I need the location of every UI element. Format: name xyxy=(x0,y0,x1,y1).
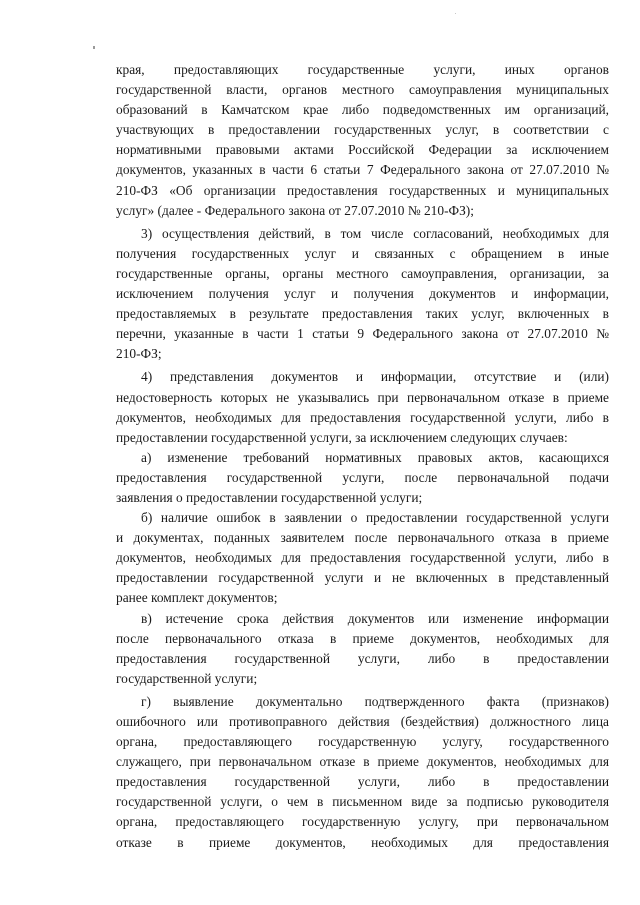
text-line: предоставлении государственной услуги, за исключением следующих случаев: xyxy=(116,429,568,445)
text-line: услуг» (далее - Федерального закона от 27.07.2010 № 210-ФЗ); xyxy=(116,202,474,218)
text-line: в) истечение срока действия документов или изменение информации xyxy=(141,610,609,626)
text-line: служащего, при первоначальном отказе в приеме документов, необходимых для xyxy=(116,754,609,770)
text-line: заявления о предоставлении государственной услуги; xyxy=(116,489,423,505)
text-line: б) наличие ошибок в заявлении о предоставлении государственной услуги xyxy=(141,510,609,526)
text-line: а) изменение требований нормативных правовых актов, касающихся xyxy=(141,449,609,465)
text-line: 3) осуществления действий, в том числе согласований, необходимых для xyxy=(141,225,609,241)
text-line: документов, необходимых для предоставления государственной услуги, либо в xyxy=(116,409,609,425)
text-line: государственной услуги; xyxy=(116,670,258,686)
text-line: государственной власти, органов местного самоуправления муниципальных xyxy=(116,82,609,98)
text-line: нормативными правовыми актами Российской Федерации за исключением xyxy=(116,142,609,158)
text-line: государственные органы, органы местного самоуправления, организации, за xyxy=(116,265,609,281)
text-line: участвующих в предоставлении государственных услуг, в соответствии с xyxy=(116,122,609,138)
text-line: документов, указанных в части 6 статьи 7 Федерального закона от 27.07.2010 № xyxy=(116,162,609,178)
text-line: органа, предоставляющего государственную услугу, государственного xyxy=(116,734,609,750)
text-line: ошибочного или противоправного действия (бездействия) должностного лица xyxy=(116,714,609,729)
scan-mark xyxy=(93,46,95,49)
scan-speck xyxy=(455,13,456,14)
text-line: 4) представления документов и информации, отсутствие и (или) xyxy=(141,369,609,385)
text-line: 210-ФЗ; xyxy=(116,346,162,362)
text-line: исключением получения услуг и получения документов и информации, xyxy=(116,286,609,302)
text-line: органа, предоставляющего государственную услугу, при первоначальном xyxy=(116,814,609,830)
text-line: получения государственных услуг и связанных с обращением в иные xyxy=(116,245,609,261)
text-line: предоставления государственной услуги, после первоначальной подачи xyxy=(116,469,609,485)
text-line: ранее комплект документов; xyxy=(116,590,278,606)
text-line: отказе в приеме документов, необходимых для предоставления xyxy=(116,834,609,850)
text-line: предоставлении государственной услуги и не включенных в представленный xyxy=(116,570,609,586)
text-line: и документах, поданных заявителем после первоначального отказа в приеме xyxy=(116,530,609,546)
text-line: образований в Камчатском крае либо подведомственных им организаций, xyxy=(116,102,609,118)
text-line: недостоверность которых не указывались при первоначальном отказе в приеме xyxy=(116,389,609,405)
text-line: предоставляемых в результате предоставления таких услуг, включенных в xyxy=(116,306,609,322)
text-line: края, предоставляющих государственные услуги, иных органов xyxy=(116,62,609,77)
text-line: предоставления государственной услуги, либо в предоставлении xyxy=(116,650,609,666)
text-line: предоставления государственной услуги, либо в предоставлении xyxy=(116,774,609,790)
text-line: документов, необходимых для предоставления государственной услуги, либо в xyxy=(116,550,609,566)
text-line: г) выявление документально подтвержденного факта (признаков) xyxy=(141,693,609,709)
text-line: государственной услуги, о чем в письменном виде за подписью руководителя xyxy=(116,794,609,810)
document-body xyxy=(116,60,609,853)
text-line: перечни, указанные в части 1 статьи 9 Федерального закона от 27.07.2010 № xyxy=(116,326,609,342)
text-line: после первоначального отказа в приеме документов, необходимых для xyxy=(116,630,609,646)
text-line: 210-ФЗ «Об организации предоставления государственных и муниципальных xyxy=(116,182,609,198)
